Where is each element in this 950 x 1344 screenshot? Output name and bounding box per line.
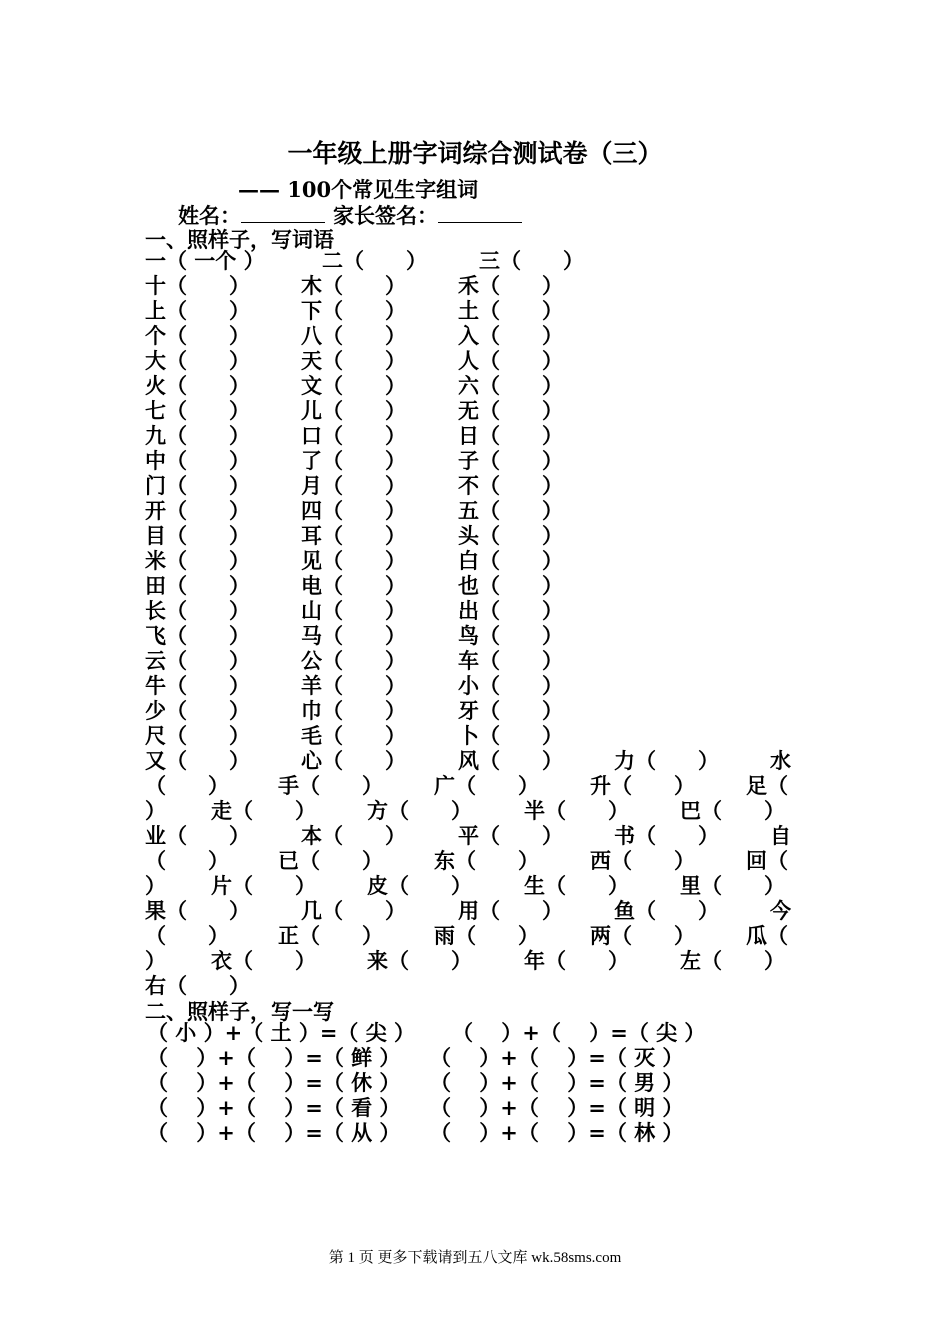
word-cell[interactable]: 已（ ）	[278, 848, 383, 873]
word-row	[0, 623, 950, 648]
word-cell[interactable]: 来（ ）	[367, 948, 472, 973]
word-cell[interactable]: 果（ ）	[145, 898, 250, 923]
word-cell[interactable]: 七（ ）	[145, 398, 250, 423]
word-cell[interactable]: 文（ ）	[301, 373, 406, 398]
composition-cell[interactable]: （ ）+（ ）=（ 从 ）	[147, 1120, 401, 1145]
composition-cell[interactable]: （ ）+（ ）=（ 尖 ）	[452, 1020, 706, 1045]
word-row	[0, 598, 950, 623]
word-cell[interactable]: 牙（ ）	[458, 698, 563, 723]
word-cell[interactable]: 云（ ）	[145, 648, 250, 673]
word-cell[interactable]: 生（ ）	[524, 873, 629, 898]
word-row	[0, 498, 950, 523]
word-cell[interactable]: 禾（ ）	[458, 273, 563, 298]
composition-cell[interactable]: （ ）+（ ）=（ 休 ）	[147, 1070, 401, 1095]
word-cell[interactable]: 东（ ）	[434, 848, 539, 873]
word-cell[interactable]: 羊（ ）	[301, 673, 406, 698]
word-cell[interactable]: 年（ ）	[524, 948, 629, 973]
word-cell[interactable]: 巾（ ）	[301, 698, 406, 723]
word-row	[0, 698, 950, 723]
word-cell[interactable]: 皮（ ）	[367, 873, 472, 898]
composition-cell[interactable]: （ ）+（ ）=（ 鲜 ）	[147, 1045, 401, 1070]
word-row-wrapped	[0, 948, 950, 973]
word-cell[interactable]: 牛（ ）	[145, 673, 250, 698]
example-cell-1: 一（ 一个 ）	[145, 248, 265, 273]
word-cell[interactable]: 田（ ）	[145, 573, 250, 598]
word-cell[interactable]: 平（ ）	[458, 823, 563, 848]
word-row	[0, 398, 950, 423]
word-cell[interactable]: 人（ ）	[458, 348, 563, 373]
example-cell-2: 二（ ）	[322, 248, 427, 273]
composition-cell[interactable]: （ 小 ）+（ 土 ）=（ 尖 ）	[147, 1020, 416, 1045]
word-row-wrapped	[0, 773, 950, 798]
word-cell[interactable]: 下（ ）	[301, 298, 406, 323]
word-row	[0, 523, 950, 548]
word-cell[interactable]: 马（ ）	[301, 623, 406, 648]
word-cell[interactable]: ）	[145, 948, 166, 973]
word-cell[interactable]: 山（ ）	[301, 598, 406, 623]
word-cell[interactable]: 风（ ）	[458, 748, 563, 773]
word-cell[interactable]: 不（ ）	[458, 473, 563, 498]
section1-heading: 一、照样子，写词语	[145, 227, 334, 252]
word-cell[interactable]: 半（ ）	[524, 798, 629, 823]
word-cell[interactable]: 四（ ）	[301, 498, 406, 523]
word-row	[0, 423, 950, 448]
word-row-wrapped	[0, 848, 950, 873]
word-cell[interactable]: 片（ ）	[211, 873, 316, 898]
word-cell[interactable]: 天（ ）	[301, 348, 406, 373]
word-cell[interactable]: 正（ ）	[278, 923, 383, 948]
word-cell[interactable]: （ ）	[145, 923, 229, 948]
word-row	[0, 448, 950, 473]
name-label: 姓名：	[178, 203, 241, 228]
word-cell[interactable]: 月（ ）	[301, 473, 406, 498]
word-row-wrapped	[0, 898, 950, 923]
word-cell[interactable]: 用（ ）	[458, 898, 563, 923]
word-cell[interactable]: （ ）	[145, 848, 229, 873]
word-row	[0, 723, 950, 748]
word-cell[interactable]: 书（ ）	[614, 823, 719, 848]
composition-cell[interactable]: （ ）+（ ）=（ 灭 ）	[430, 1045, 684, 1070]
composition-row	[0, 1045, 950, 1070]
word-cell[interactable]: 口（ ）	[301, 423, 406, 448]
word-cell[interactable]: 电（ ）	[301, 573, 406, 598]
word-cell[interactable]: 衣（ ）	[211, 948, 316, 973]
word-cell[interactable]: 开（ ）	[145, 498, 250, 523]
composition-row	[0, 1020, 950, 1045]
word-row-wrapped	[0, 923, 950, 948]
composition-cell[interactable]: （ ）+（ ）=（ 林 ）	[430, 1120, 684, 1145]
word-cell[interactable]: 升（ ）	[590, 773, 695, 798]
word-cell[interactable]: 米（ ）	[145, 548, 250, 573]
word-cell[interactable]: 力（ ）	[614, 748, 719, 773]
word-row-wrapped	[0, 748, 950, 773]
word-cell[interactable]: ）	[145, 873, 166, 898]
composition-row	[0, 1120, 950, 1145]
word-cell[interactable]: 左（ ）	[680, 948, 785, 973]
example-cell-3: 三（ ）	[479, 248, 584, 273]
word-cell[interactable]: 走（ ）	[211, 798, 316, 823]
section2-heading: 二、照样子，写一写	[145, 999, 334, 1024]
word-cell[interactable]: 自	[770, 823, 791, 848]
word-cell[interactable]: 小（ ）	[458, 673, 563, 698]
word-cell[interactable]: 足（	[746, 773, 788, 798]
word-cell[interactable]: 个（ ）	[145, 323, 250, 348]
composition-row	[0, 1095, 950, 1120]
word-cell[interactable]: 巴（ ）	[680, 798, 785, 823]
word-cell[interactable]: 九（ ）	[145, 423, 250, 448]
word-cell[interactable]: 头（ ）	[458, 523, 563, 548]
word-row	[0, 348, 950, 373]
word-cell[interactable]: 儿（ ）	[301, 398, 406, 423]
word-cell[interactable]: 火（ ）	[145, 373, 250, 398]
word-cell[interactable]: ）	[145, 798, 166, 823]
word-cell[interactable]: 五（ ）	[458, 498, 563, 523]
word-cell[interactable]: 广（ ）	[434, 773, 539, 798]
word-cell[interactable]: 子（ ）	[458, 448, 563, 473]
word-cell[interactable]: 里（ ）	[680, 873, 785, 898]
word-row-wrapped	[0, 823, 950, 848]
word-cell[interactable]: 又（ ）	[145, 748, 250, 773]
word-cell[interactable]: 也（ ）	[458, 573, 563, 598]
word-cell[interactable]: 门（ ）	[145, 473, 250, 498]
word-cell[interactable]: 两（ ）	[590, 923, 695, 948]
word-row-wrapped	[0, 798, 950, 823]
word-row	[0, 673, 950, 698]
word-cell[interactable]: 心（ ）	[301, 748, 406, 773]
word-cell[interactable]: 八（ ）	[301, 323, 406, 348]
word-cell[interactable]: 六（ ）	[458, 373, 563, 398]
page-title: 一年级上册字词综合测试卷（三）	[287, 139, 663, 168]
word-cell[interactable]: 十（ ）	[145, 273, 250, 298]
word-cell[interactable]: 今	[770, 898, 791, 923]
composition-cell[interactable]: （ ）+（ ）=（ 明 ）	[430, 1095, 684, 1120]
page-subtitle: —— 100个常见生字组词	[238, 177, 479, 202]
word-cell[interactable]: 手（ ）	[278, 773, 383, 798]
word-cell[interactable]: 右（ ）	[145, 973, 250, 998]
word-cell[interactable]: 水	[770, 748, 791, 773]
word-cell[interactable]: （ ）	[145, 773, 229, 798]
word-cell[interactable]: 无（ ）	[458, 398, 563, 423]
word-cell[interactable]: 出（ ）	[458, 598, 563, 623]
word-row-wrapped	[0, 973, 950, 998]
word-row-wrapped	[0, 873, 950, 898]
word-row	[0, 548, 950, 573]
word-cell[interactable]: 几（ ）	[301, 898, 406, 923]
word-cell[interactable]: 了（ ）	[301, 448, 406, 473]
word-cell[interactable]: 目（ ）	[145, 523, 250, 548]
word-cell[interactable]: 尺（ ）	[145, 723, 250, 748]
word-cell[interactable]: 见（ ）	[301, 548, 406, 573]
word-cell[interactable]: 毛（ ）	[301, 723, 406, 748]
word-cell[interactable]: 白（ ）	[458, 548, 563, 573]
word-cell[interactable]: 本（ ）	[301, 823, 406, 848]
word-cell[interactable]: 少（ ）	[145, 698, 250, 723]
word-cell[interactable]: 业（ ）	[145, 823, 250, 848]
parent-signature-label: 家长签名：	[333, 203, 438, 228]
word-cell[interactable]: 中（ ）	[145, 448, 250, 473]
word-cell[interactable]: 鸟（ ）	[458, 623, 563, 648]
word-cell[interactable]: 土（ ）	[458, 298, 563, 323]
word-cell[interactable]: 长（ ）	[145, 598, 250, 623]
word-cell[interactable]: 瓜（	[746, 923, 788, 948]
word-cell[interactable]: 耳（ ）	[301, 523, 406, 548]
parent-signature-blank[interactable]	[438, 204, 522, 223]
word-row	[0, 273, 950, 298]
word-row	[0, 473, 950, 498]
word-cell[interactable]: 车（ ）	[458, 648, 563, 673]
word-cell[interactable]: 木（ ）	[301, 273, 406, 298]
word-cell[interactable]: 大（ ）	[145, 348, 250, 373]
word-row	[0, 373, 950, 398]
word-cell[interactable]: 公（ ）	[301, 648, 406, 673]
word-cell[interactable]: 飞（ ）	[145, 623, 250, 648]
word-row	[0, 298, 950, 323]
word-cell[interactable]: 日（ ）	[458, 423, 563, 448]
composition-cell[interactable]: （ ）+（ ）=（ 看 ）	[147, 1095, 401, 1120]
composition-row	[0, 1070, 950, 1095]
word-row	[0, 573, 950, 598]
composition-cell[interactable]: （ ）+（ ）=（ 男 ）	[430, 1070, 684, 1095]
word-row	[0, 648, 950, 673]
name-blank[interactable]	[241, 204, 325, 223]
example-row	[0, 248, 950, 273]
word-cell[interactable]: 西（ ）	[590, 848, 695, 873]
word-cell[interactable]: 上（ ）	[145, 298, 250, 323]
word-cell[interactable]: 方（ ）	[367, 798, 472, 823]
word-cell[interactable]: 雨（ ）	[434, 923, 539, 948]
word-row	[0, 323, 950, 348]
word-cell[interactable]: 卜（ ）	[458, 723, 563, 748]
page-footer: 第 1 页 更多下载请到五八文库 wk.58sms.com	[328, 1250, 622, 1266]
word-cell[interactable]: 入（ ）	[458, 323, 563, 348]
word-cell[interactable]: 回（	[746, 848, 788, 873]
word-cell[interactable]: 鱼（ ）	[614, 898, 719, 923]
